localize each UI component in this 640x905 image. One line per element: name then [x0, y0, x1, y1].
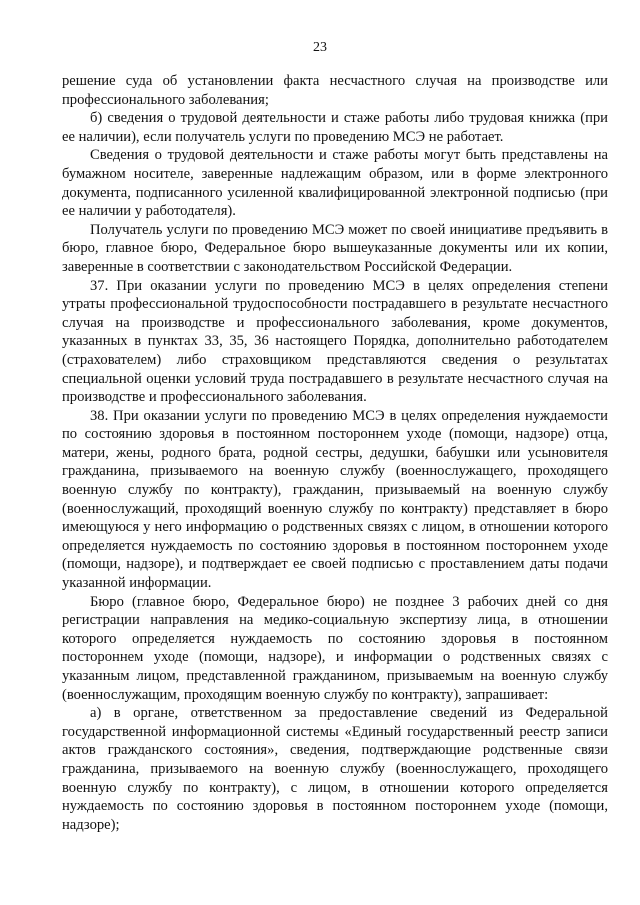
document-body [62, 72, 608, 834]
paragraph-bureau-request: Бюро (главное бюро, Федеральное бюро) не позднее 3 рабочих дней со дня регистрации направления на медико-социальную экспертизу лица, в отношении которого определяется нуждаемость по состоянию здоровья в постоянном постороннем уходе (помощи, надзоре), и информации о родственных связях с указанным лицом, представленной гражданином, призываемым на военную службу (военнослужащим, проходящим военную службу по контракту), запрашивает: [62, 593, 608, 703]
paragraph-continuation: решение суда об установлении факта несчастного случая на производстве или профессионального заболевания; [62, 73, 608, 108]
paragraph-item-a: а) в органе, ответственном за предоставление сведений из Федеральной государственной информационной системы «Единый государственный реестр записи актов гражданского состояния», сведения, подтверждающие родственные связи гражданина, призываемого на военную службу (военнослужащего, проходящего военную службу по контракту), с лицом, в отношении которого определяется нуждаемость по состоянию здоровья в постоянном постороннем уходе (помощи, надзоре); [62, 705, 608, 833]
paragraph-own-initiative: Получатель услуги по проведению МСЭ может по своей инициативе предъявить в бюро, главное бюро, Федеральное бюро вышеуказанные документы или их копии, заверенные в соответствии с законодательством Российской Федерации. [62, 221, 608, 275]
paragraph-labor-info: Сведения о трудовой деятельности и стаже работы могут быть представлены на бумажном носителе, заверенные надлежащим образом, или в форме электронного документа, подписанного усиленной квалифицированной электронной подписью (при ее наличии у работодателя). [62, 147, 608, 220]
paragraph-38: 38. При оказании услуги по проведению МСЭ в целях определения нуждаемости по состоянию здоровья в постоянном постороннем уходе (помощи, надзоре) отца, матери, жены, родного брата, родной сестры, дедушки, бабушки или усыновителя гражданина, призываемого на военную службу (военнослужащего, проходящего военную службу по контракту), гражданин, призываемый на военную службу (военнослужащий, проходящий военную службу по контракту) представляет в бюро имеющуюся у него информацию о родственных связях с лицом, в отношении которого определяется нуждаемость по состоянию здоровья в постоянном постороннем уходе (помощи, надзоре), и подтверждает ее своей подписью с проставлением даты подачи указанной информации. [62, 407, 608, 592]
paragraph-item-b: б) сведения о трудовой деятельности и стаже работы либо трудовая книжка (при ее наличии), если получатель услуги по проведению МСЭ не работает. [62, 110, 608, 145]
page-number: 23 [313, 40, 327, 55]
paragraph-37: 37. При оказании услуги по проведению МСЭ в целях определения степени утраты профессиональной трудоспособности пострадавшего в результате несчастного случая на производстве и профессионального заболевания, кроме документов, указанных в пунктах 33, 35, 36 настоящего Порядка, дополнительно работодателем (страхователем) либо страховщиком представляются сведения о результатах специальной оценки условий труда пострадавшего в результате несчастного случая на производстве и профессионального заболевания. [62, 277, 608, 406]
